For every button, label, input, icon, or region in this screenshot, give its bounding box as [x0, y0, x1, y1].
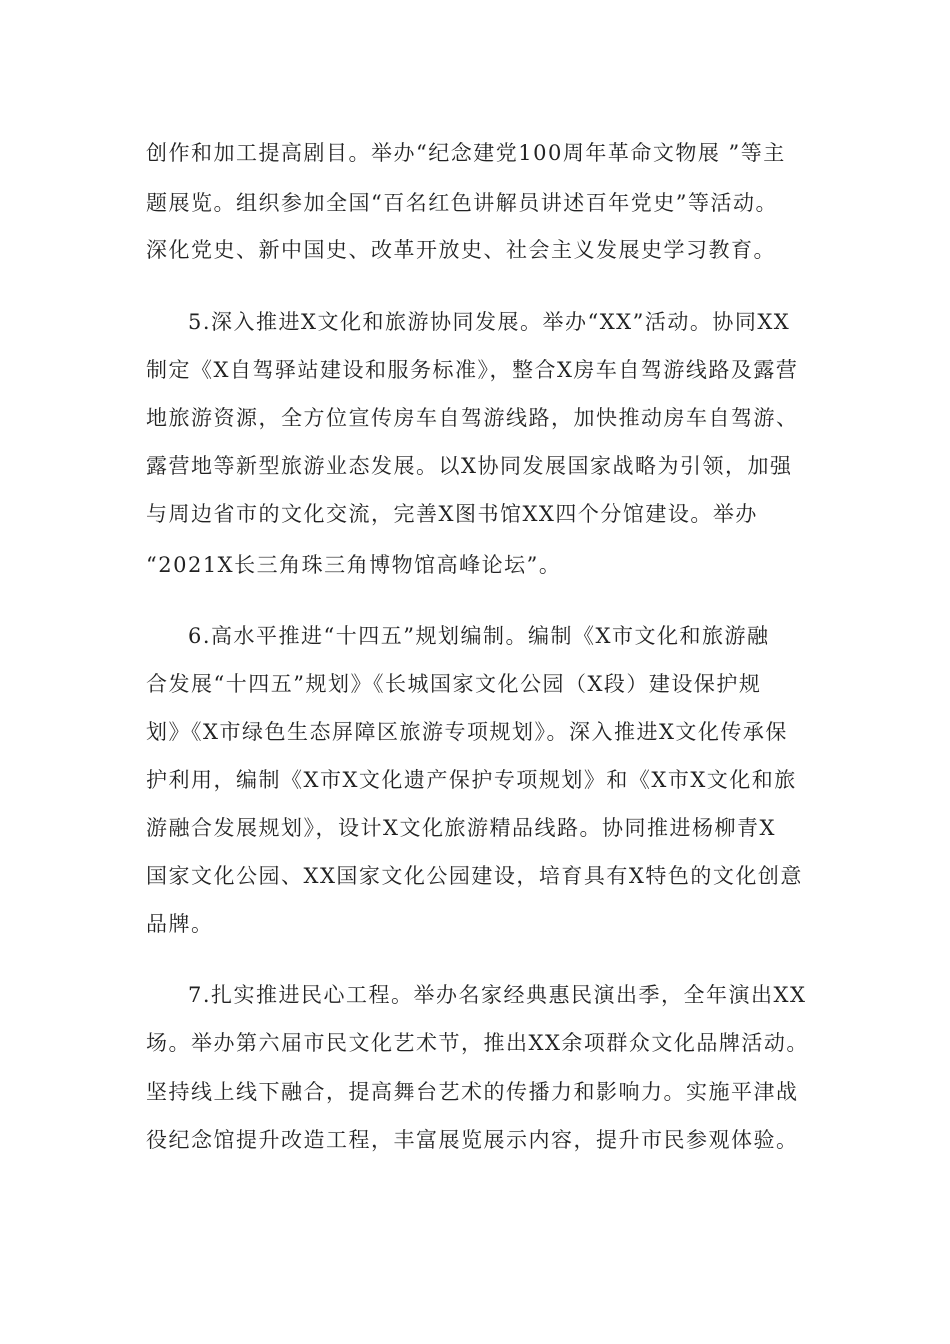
text-line: 题展览。组织参加全国“百名红色讲解员讲述百年党史”等活动。 — [146, 191, 778, 215]
text-line: 深化党史、新中国史、改革开放史、社会主义发展史学习教育。 — [146, 238, 776, 262]
paragraph-5-first-line: 5.深入推进X文化和旅游协同发展。举办“XX”活动。协同XX — [188, 310, 791, 334]
text-line: 制定《X自驾驿站建设和服务标准》，整合X房车自驾游线路及露营 — [146, 358, 799, 382]
text-line: 露营地等新型旅游业态发展。以X协同发展国家战略为引领，加强 — [146, 454, 793, 478]
text-line: 品牌。 — [146, 912, 214, 936]
text-line: 划》《X市绿色生态屏障区旅游专项规划》。深入推进X文化传承保 — [146, 720, 788, 744]
text-line: 坚持线上线下融合，提高舞台艺术的传播力和影响力。实施平津战 — [146, 1080, 799, 1104]
text-line: 地旅游资源，全方位宣传房车自驾游线路，加快推动房车自驾游、 — [146, 406, 799, 430]
paragraph-6-first-line: 6.高水平推进“十四五”规划编制。编制《X市文化和旅游融 — [188, 624, 770, 648]
text-line: 游融合发展规划》，设计X文化旅游精品线路。协同推进杨柳青X — [146, 816, 776, 840]
text-line: 护利用，编制《X市X文化遗产保护专项规划》和《X市X文化和旅 — [146, 768, 797, 792]
text-line: 创作和加工提高剧目。举办“纪念建党100周年革命文物展 ”等主 — [146, 141, 786, 165]
text-line: 与周边省市的文化交流，完善X图书馆XX四个分馆建设。举办 — [146, 502, 758, 526]
text-line: 合发展“十四五”规划》《长城国家文化公园（X段）建设保护规 — [146, 672, 762, 696]
text-line: 国家文化公园、XX国家文化公园建设，培育具有X特色的文化创意 — [146, 864, 803, 888]
paragraph-7-first-line: 7.扎实推进民心工程。举办名家经典惠民演出季，全年演出XX — [188, 983, 807, 1007]
text-line: 场。举办第六届市民文化艺术节，推出XX余项群众文化品牌活动。 — [146, 1031, 809, 1055]
text-line: 役纪念馆提升改造工程，丰富展览展示内容，提升市民参观体验。 — [146, 1128, 799, 1152]
text-line: “2021X长三角珠三角博物馆高峰论坛”。 — [146, 553, 562, 577]
